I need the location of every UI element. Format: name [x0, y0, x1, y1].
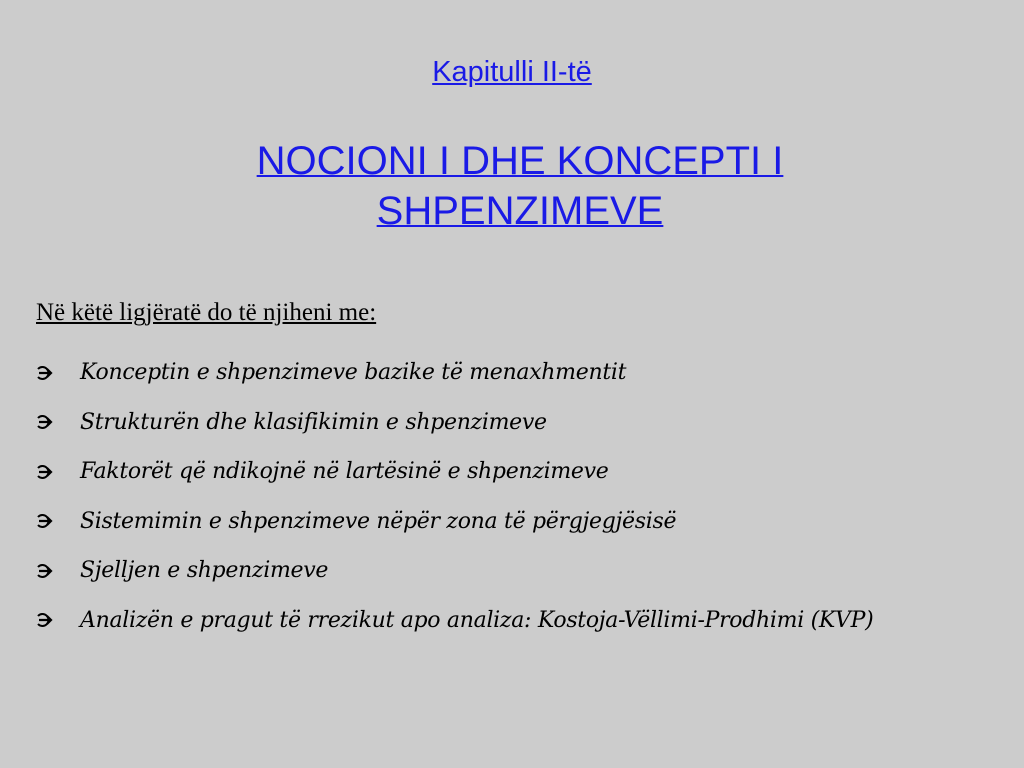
arrow-right-circle-icon: [36, 513, 80, 529]
list-item: [36, 447, 873, 497]
slide-title: [170, 136, 870, 236]
intro-text: Në këtë ligjëratë do të njiheni me:: [36, 299, 377, 326]
bullet-text: Sistemimin e shpenzimeve nëpër zona të përgjegjësisë: [80, 508, 677, 534]
list-item: [36, 497, 873, 547]
list-item: [36, 546, 873, 596]
arrow-right-circle-icon: [36, 414, 80, 430]
arrow-right-circle-icon: [36, 365, 80, 381]
bullet-text: Faktorët që ndikojnë në lartësinë e shpenzimeve: [80, 459, 609, 485]
chapter-heading: Kapitulli II-të: [432, 56, 592, 88]
arrow-right-circle-icon: [36, 563, 80, 579]
arrow-right-circle-icon: [36, 464, 80, 480]
arrow-right-circle-icon: [36, 612, 80, 628]
bullet-text: Sjelljen e shpenzimeve: [80, 558, 329, 584]
bullet-text: Analizën e pragut të rrezikut apo analiza: Kostoja-Vëllimi-Prodhimi (KVP): [80, 607, 874, 633]
list-item: [36, 596, 873, 646]
bullet-text: Konceptin e shpenzimeve bazike të menaxhmentit: [80, 360, 627, 386]
bullet-list: [36, 348, 873, 645]
list-item: [36, 348, 873, 398]
list-item: [36, 398, 873, 448]
slide-title-text: NOCIONI I DHE KONCEPTI I SHPENZIMEVE: [256, 139, 784, 233]
bullet-text: Strukturën dhe klasifikimin e shpenzimeve: [80, 409, 547, 435]
